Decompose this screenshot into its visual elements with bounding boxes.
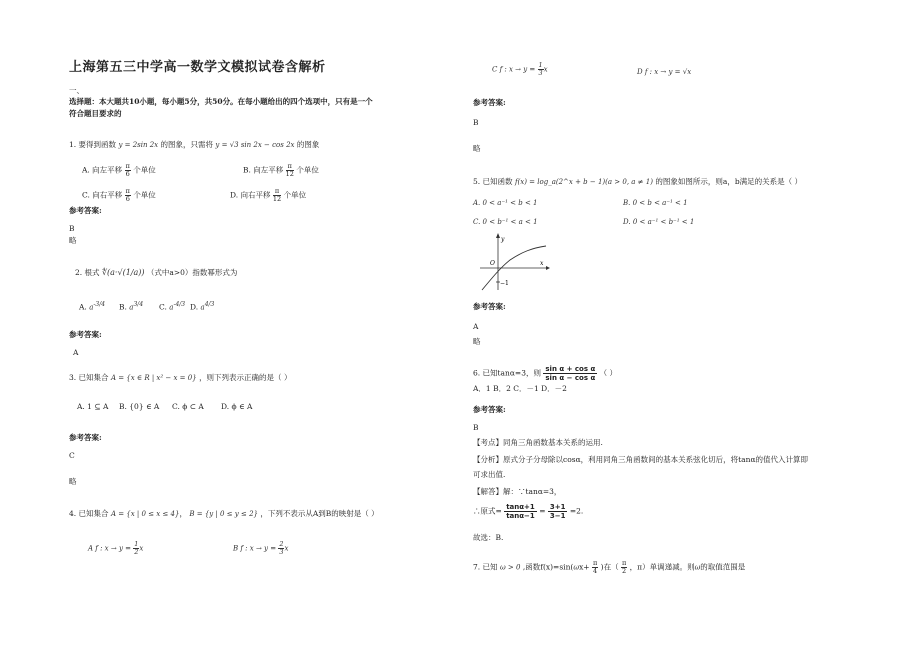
q1-option-b: [243, 163, 319, 178]
q2-option-b-base: a: [129, 303, 134, 312]
frac-den: 2: [134, 548, 139, 556]
q6-fenxi-line1: 【分析】原式分子分母除以cosα，利用同角三角函数间的基本关系弦化切后，将tanα的值代入计算即: [473, 455, 809, 464]
q5-ref-label: 参考答案:: [473, 302, 506, 311]
q3-prefix: 3. 已知集合: [69, 373, 109, 382]
question-3: [69, 373, 291, 383]
graph-y-label: y: [501, 236, 505, 243]
frac-num: tanα+1: [506, 503, 535, 511]
q1-function-target: y = 2sin 2x: [118, 141, 159, 149]
q3-suffix: ，则下列表示正确的是（ ）: [199, 373, 292, 382]
q4-option-b: [233, 541, 288, 556]
q2-ref-label: 参考答案:: [69, 330, 102, 339]
q4-option-c-var: x: [543, 65, 548, 74]
q1-option-d-unit: 个单位: [283, 190, 307, 200]
q1-option-a: [82, 163, 156, 178]
graph-x-label: x: [540, 260, 544, 267]
q3-option-a: A. 1 ⊆ A: [77, 402, 109, 411]
q7-omega-condition: ω > 0: [499, 563, 521, 572]
q6-solution-result: =2.: [569, 506, 584, 516]
frac-num: π: [592, 559, 598, 567]
q1-option-d: [230, 188, 306, 203]
frac-num: π: [274, 187, 280, 195]
frac-den: 3: [279, 548, 284, 556]
q1-suffix: 的图象: [296, 140, 320, 149]
q2-option-a-base: a: [89, 303, 94, 312]
q2-answer: A: [73, 348, 79, 357]
q1-function-source: y = √3 sin 2x − cos 2x: [215, 141, 295, 149]
frac-num: π: [125, 162, 130, 170]
q6-solution-frac1: [504, 503, 537, 520]
frac-den: 12: [285, 170, 294, 178]
page-title: 上海第五三中学高一数学文模拟试卷含解析: [69, 60, 326, 75]
q7-omega: ω: [573, 563, 580, 572]
q7-omega-2: ω: [694, 563, 701, 572]
q2-option-d-base: a: [200, 303, 205, 312]
q2-radical-expression: ∜(a·√(1/a)): [101, 268, 145, 277]
frac-den: tanα−1: [506, 512, 535, 520]
q1-note: 略: [69, 236, 77, 245]
q1-option-c-unit: 个单位: [133, 190, 156, 200]
q5-option-b: B. 0 < b < a⁻¹ < 1: [623, 199, 688, 207]
graph-x-arrow: [546, 266, 550, 270]
q4-note: 略: [473, 144, 481, 153]
section-number: 一、: [69, 86, 84, 95]
q2-option-d: [190, 300, 214, 313]
q5-note: 略: [473, 337, 481, 346]
section-heading-line1: 选择题：本大题共10小题，每小题5分，共50分。在每小题给出的四个选项中，只有是一个: [69, 97, 373, 106]
q4-set-a: A = {x | 0 ≤ x ≤ 4}: [110, 510, 180, 518]
question-1: [69, 140, 319, 150]
q2-option-c-exponent: -4/3: [173, 301, 186, 308]
q7-mid4: ，π）单调递减。则: [629, 562, 695, 572]
q6-conclusion: 故选：B.: [473, 533, 504, 542]
frac-den: 4: [593, 567, 598, 575]
q4-option-c-text: C f : x → y =: [492, 65, 536, 74]
frac-num: 3+1: [549, 503, 566, 511]
frac-den: 6: [125, 170, 130, 178]
q6-fenxi-line2: 可求出值.: [473, 470, 506, 479]
q7-pi-over-4: [592, 560, 598, 575]
q2-prefix: 2. 根式: [75, 268, 100, 277]
frac-num: 1: [538, 61, 543, 69]
q1-option-b-text: B. 向左平移: [243, 165, 284, 175]
q7-mid: ,函数f(x)=sin(: [522, 562, 574, 572]
q1-option-c-fraction: [125, 188, 131, 203]
q3-option-c: C. ϕ ⊂ A: [172, 402, 204, 411]
q2-suffix: （式中a>0）指数幂形式为: [146, 268, 238, 277]
q2-option-c: [159, 300, 185, 313]
q2-option-b-label: B.: [119, 302, 127, 312]
question-7: [473, 560, 745, 575]
q6-solution-prefix: ∴原式=: [473, 506, 502, 516]
q7-mid2: x+: [579, 562, 590, 572]
q1-option-a-unit: 个单位: [133, 165, 156, 175]
q1-prefix: 1. 要得到函数: [69, 140, 117, 149]
frac-num: π: [621, 559, 627, 567]
q4-option-d: D f : x → y = √x: [637, 68, 692, 76]
question-4: 4. 已知集合 A = {x | 0 ≤ x ≤ 4}， B = {y | 0 ≤ y ≤ 2} ，下列不表示从A到B的映射是（ ）: [69, 509, 379, 518]
question-6: [473, 365, 617, 382]
graph-y-arrow: [496, 233, 500, 238]
q2-option-a-label: A.: [79, 302, 87, 312]
frac-num: π: [125, 187, 130, 195]
q6-suffix: （ ）: [599, 368, 618, 378]
q2-option-d-label: D.: [190, 302, 199, 312]
q1-option-b-unit: 个单位: [296, 165, 319, 175]
q1-mid: 的图象，只需将: [160, 140, 214, 149]
q3-answer: C: [69, 451, 75, 460]
q6-solution: [473, 503, 583, 520]
q4-option-a-var: x: [139, 544, 144, 553]
q6-options: A．1 B．2 C．－1 D．－2: [473, 384, 567, 393]
q5-suffix: 的图象如图所示，则a，b满足的关系是（ ）: [655, 177, 802, 186]
section-heading-line2: 符合题目要求的: [69, 109, 122, 118]
q4-option-b-var: x: [284, 544, 289, 553]
frac-den: 6: [125, 195, 130, 203]
q4-option-c: [492, 62, 548, 77]
frac-den: 3−1: [549, 512, 566, 520]
q4-prefix: 4. 已知集合: [69, 509, 109, 518]
q5-answer: A: [473, 322, 479, 331]
frac-den: 2: [622, 567, 627, 575]
q1-option-d-fraction: [273, 188, 281, 203]
q6-fraction: [543, 365, 597, 382]
q6-kaodian: 【考点】同角三角函数基本关系的运用.: [473, 438, 603, 447]
q4-option-a: [88, 541, 143, 556]
q4-ref-label: 参考答案:: [473, 98, 506, 107]
q5-prefix: 5. 已知函数: [473, 177, 513, 186]
q5-option-a: A. 0 < a⁻¹ < b < 1: [473, 199, 538, 207]
frac-num: 1: [134, 540, 139, 548]
question-2: [75, 268, 237, 278]
q4-suffix: ，下列不表示从A到B的映射是（ ）: [260, 509, 379, 518]
q7-pi-over-2: [621, 560, 627, 575]
q3-ref-label: 参考答案:: [69, 433, 102, 442]
q1-option-a-text: A. 向左平移: [82, 165, 123, 175]
q4-answer: B: [473, 118, 479, 127]
q6-solution-frac2: [548, 503, 568, 520]
question-5: [473, 177, 802, 187]
q5-option-d: D. 0 < a⁻¹ < b⁻¹ < 1: [623, 218, 695, 226]
q1-answer: B: [69, 224, 75, 233]
q2-option-d-exponent: 4/3: [204, 301, 215, 308]
q3-option-d: D. ϕ ∈ A: [221, 402, 253, 411]
graph-minus1-label: −1: [500, 280, 509, 287]
q4-option-a-text: A f : x → y =: [88, 544, 131, 553]
q3-set: A = {x ∈ R | x² − x = 0}: [110, 374, 197, 382]
q2-option-c-label: C.: [159, 302, 167, 312]
q2-option-a-exponent: -3/4: [93, 301, 106, 308]
q7-suffix: 的取值范围是: [700, 562, 746, 572]
frac-num: sin α + cos α: [545, 365, 596, 373]
q5-function: f(x) = log_a(2^x + b − 1)(a > 0, a ≠ 1): [514, 178, 653, 186]
q1-option-d-text: D. 向右平移: [230, 190, 271, 200]
frac-num: π: [287, 162, 292, 170]
frac-den: 12: [272, 195, 282, 203]
q2-option-b-exponent: 3/4: [133, 301, 144, 308]
q1-option-a-fraction: [125, 163, 131, 178]
q2-option-b: [119, 300, 143, 313]
frac-den: sin α − cos α: [545, 374, 596, 382]
q6-answer: B: [473, 423, 479, 432]
q7-prefix: 7. 已知: [473, 562, 498, 572]
q2-option-c-base: a: [169, 303, 174, 312]
q3-note: 略: [69, 477, 77, 486]
q6-solution-equals: =: [539, 506, 546, 516]
q6-jieda: 【解答】解：∵tanα=3，: [473, 487, 562, 496]
q7-mid3: )在（: [600, 562, 619, 572]
q5-function-graph: [476, 232, 550, 292]
q6-ref-label: 参考答案:: [473, 405, 506, 414]
graph-origin-label: O: [490, 260, 495, 267]
q1-ref-label: 参考答案:: [69, 206, 102, 215]
q3-option-b: B. {0} ∈ A: [119, 402, 160, 411]
q6-prefix: 6. 已知tanα=3，则: [473, 368, 541, 378]
q1-option-b-fraction: [286, 163, 294, 178]
frac-den: 3: [538, 69, 543, 77]
frac-num: 2: [279, 540, 284, 548]
q5-option-c: C. 0 < b⁻¹ < a < 1: [473, 218, 538, 226]
q1-option-c-text: C. 向右平移: [82, 190, 123, 200]
q1-option-c: [82, 188, 156, 203]
q4-set-b: B = {y | 0 ≤ y ≤ 2}: [189, 510, 258, 518]
q4-option-b-text: B f : x → y =: [233, 544, 277, 553]
q2-option-a: [79, 300, 105, 313]
